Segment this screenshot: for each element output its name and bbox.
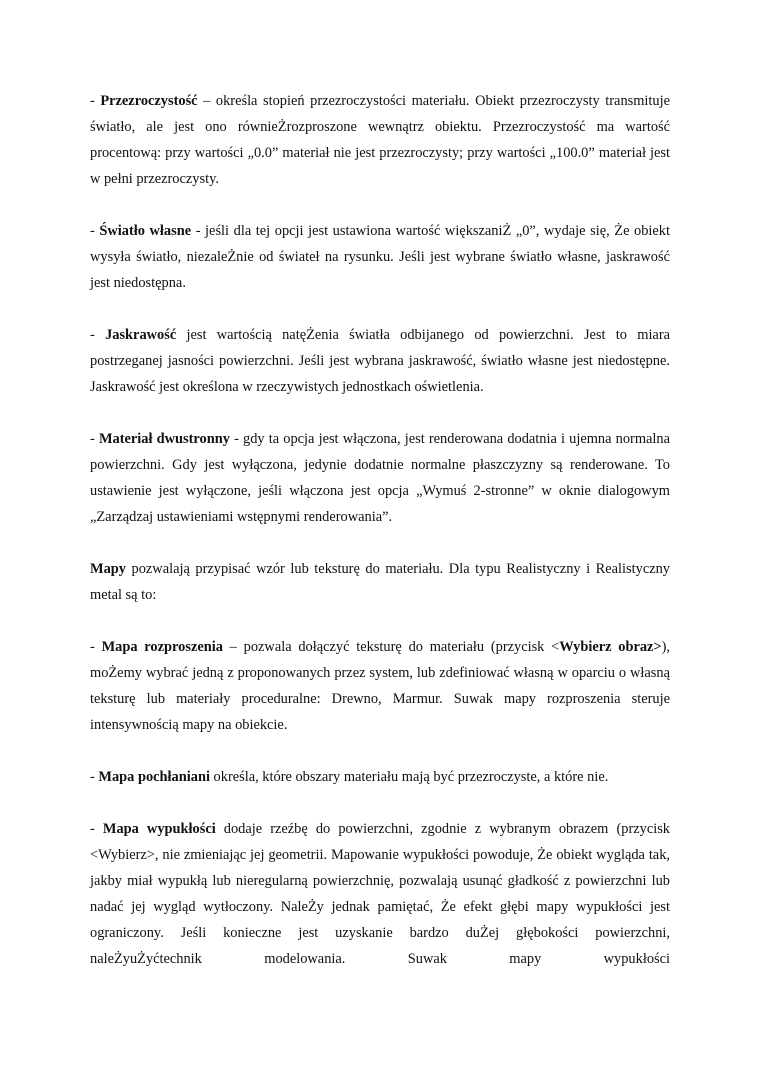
paragraph-przezroczystosc	[90, 88, 670, 192]
term-mapa-rozproszenia: Mapa rozproszenia	[101, 639, 223, 655]
paragraph-jaskrawosc	[90, 322, 670, 400]
paragraph-text: określa, które obszary materiału mają być przezroczyste, a które nie.	[209, 769, 609, 785]
paragraph-text: jest wartością natęŻenia światła odbijanego od powierzchni. Jest to miara postrzeganej jasności powierzchni. Jeśli jest wybrana jaskrawość, światło własne jest niedostępne. Jaskrawość jest określona w rzeczywistych jednostkach oświetlenia.	[90, 327, 671, 395]
list-prefix: -	[90, 223, 100, 239]
paragraph-text: – określa stopień przezroczystości materiału. Obiekt przezroczysty transmituje światło, ale jest ono równieŻrozproszone wewnątrz obiektu. Przezroczystość ma wartość procentową: przy wartości „0.0” materiał nie jest przezroczysty; przy wartości „100.0” materiał jest w pełni przezroczysty.	[90, 93, 671, 187]
term-material-dwustronny: Materiał dwustronny	[98, 431, 230, 447]
paragraph-swiatlo-wlasne	[90, 218, 670, 296]
list-prefix: -	[90, 327, 106, 343]
term-mapa-pochlaniani: Mapa pochłaniani	[98, 769, 210, 785]
paragraph-mapa-wypuklosci	[90, 816, 670, 972]
paragraph-text: ), moŻemy wybrać jedną z proponowanych przez system, lub zdefiniować własną w oparciu o własną teksturę lub materiały proceduralne: Drewno, Marmur. Suwak mapy rozproszenia steruje intensywnością mapy na obiekcie.	[90, 639, 671, 733]
paragraph-mapa-rozproszenia	[90, 634, 670, 738]
term-jaskrawosc: Jaskrawość	[105, 327, 177, 343]
document-body	[90, 88, 670, 972]
list-prefix: -	[90, 431, 99, 447]
list-prefix: -	[90, 639, 102, 655]
term-swiatlo-wlasne: Światło własne	[99, 223, 192, 239]
list-prefix: -	[90, 821, 103, 837]
paragraph-text: dodaje rzeźbę do powierzchni, zgodnie z wybranym obrazem (przycisk <Wybierz>, nie zmieniając jej geometrii. Mapowanie wypukłości powoduje, Że obiekt wygląda tak, jakby miał wypukłą lub nieregularną powierzchnię, pozwalają usunąć gładkość z powierzchni lub nadać jej wygląd wytłoczony. NaleŻy jednak pamiętać, Że efekt głębi mapy wypukłości jest ograniczony. Jeśli konieczne jest uzyskanie bardzo duŻej głębokości powierzchni, naleŻyuŻyćtechnik modelowania. Suwak mapy wypukłości	[90, 821, 670, 967]
term-przezroczystosc: Przezroczystość	[100, 93, 198, 109]
list-prefix: -	[90, 769, 99, 785]
paragraph-text: – pozwala dołączyć teksturę do materiału (przycisk <	[222, 639, 560, 655]
term-wybierz-obraz: Wybierz obraz>	[559, 639, 662, 655]
paragraph-material-dwustronny	[90, 426, 670, 530]
paragraph-text: - gdy ta opcja jest włączona, jest renderowana dodatnia i ujemna normalna powierzchni. Gdy jest wyłączona, jedynie dodatnie normalne płaszczyzny są renderowane. To ustawienie jest wyłączone, jeśli włączona jest opcja „Wymuś 2-stronne” w oknie dialogowym „Zarządzaj ustawieniami wstępnymi renderowania”.	[90, 431, 670, 525]
paragraph-mapy	[90, 556, 670, 608]
paragraph-mapa-pochlaniani	[90, 764, 670, 790]
paragraph-text: - jeśli dla tej opcji jest ustawiona wartość większaniŻ „0”, wydaje się, Że obiekt wysyła światło, niezaleŻnie od świateł na rysunku. Jeśli jest wybrane światło własne, jaskrawość jest niedostępna.	[90, 223, 671, 291]
term-mapa-wypuklosci: Mapa wypukłości	[102, 821, 216, 837]
paragraph-text: pozwalają przypisać wzór lub teksturę do materiału. Dla typu Realistyczny i Realistyczny metal są to:	[90, 561, 670, 603]
term-mapy: Mapy	[90, 561, 126, 577]
list-prefix: -	[90, 93, 101, 109]
